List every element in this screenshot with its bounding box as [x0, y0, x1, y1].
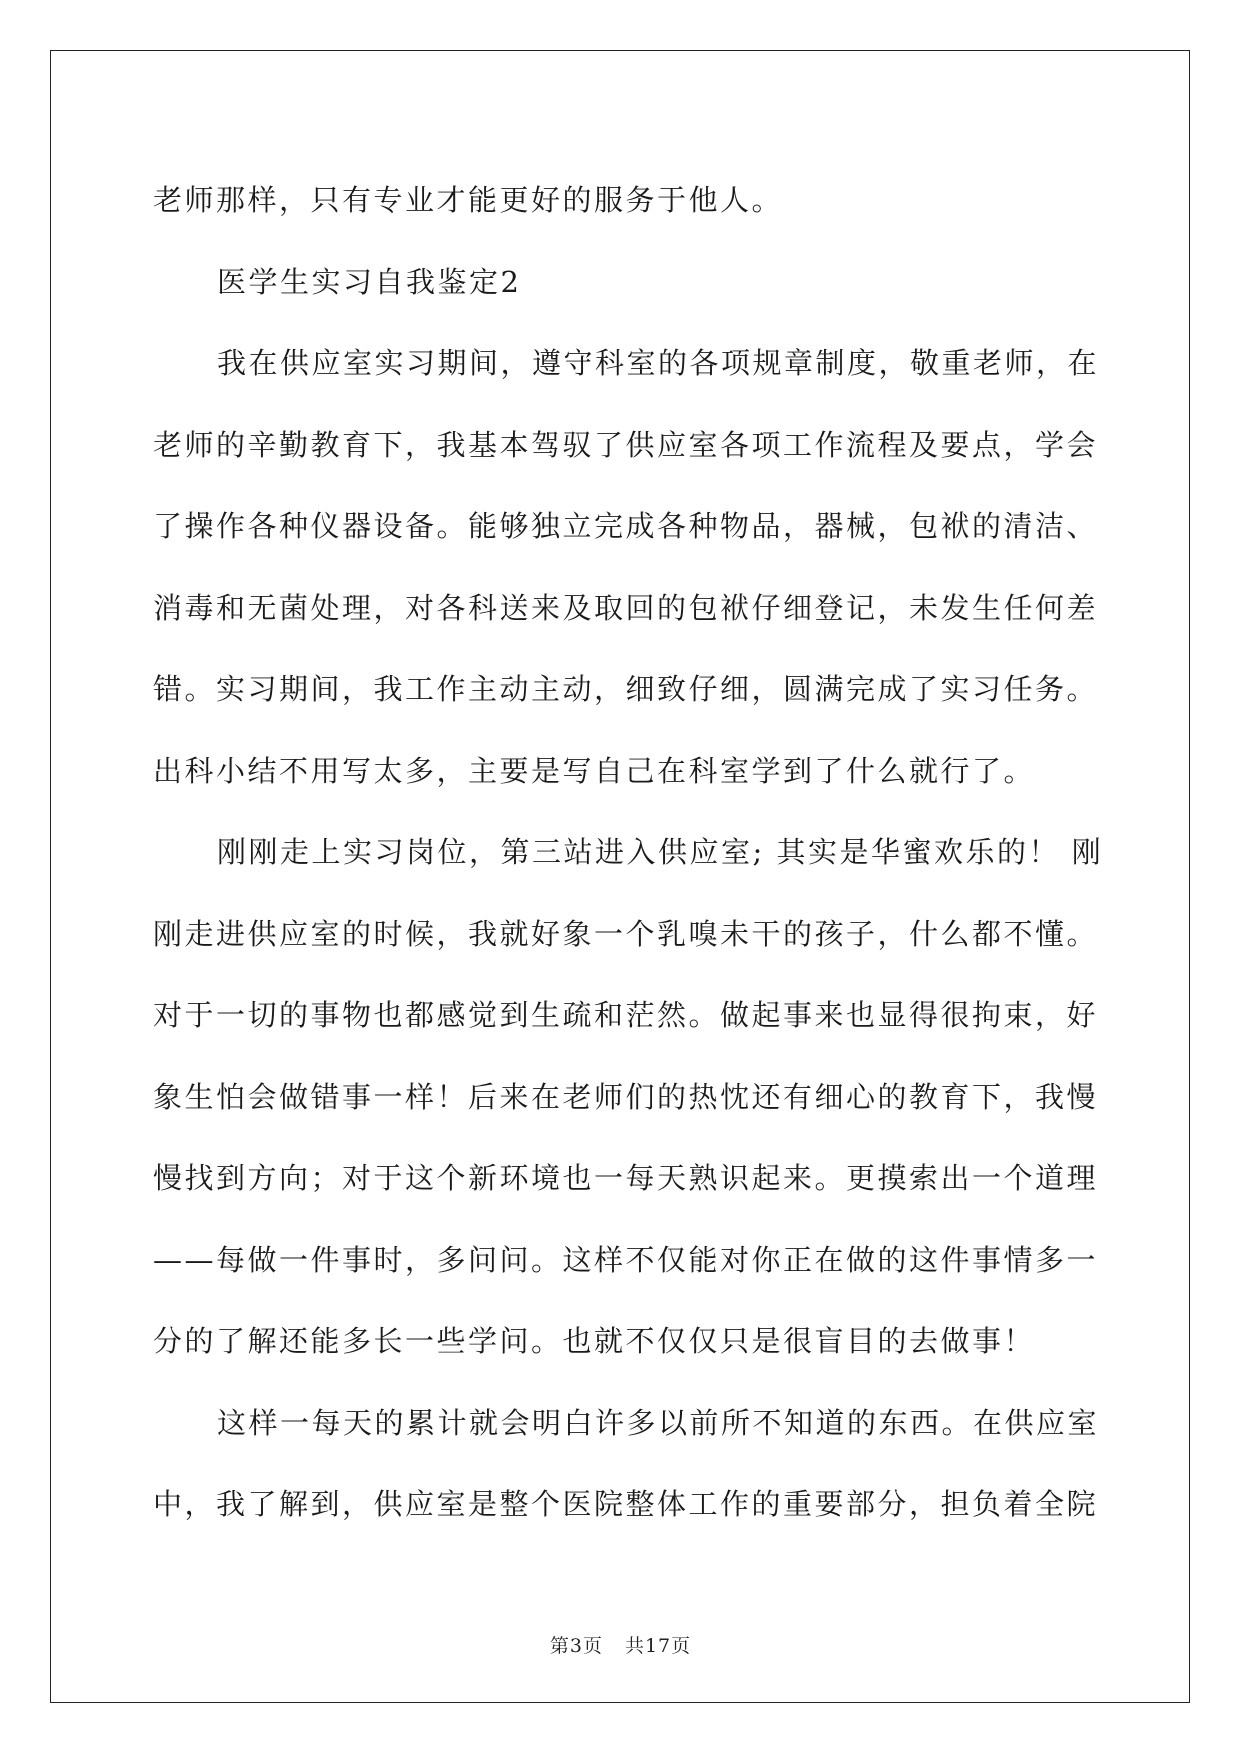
text-line: 对于一切的事物也都感觉到生疏和茫然。做起事来也显得很拘束，好: [153, 998, 1099, 1032]
text-line: 分的了解还能多长一些学问。也就不仅仅只是很盲目的去做事！: [153, 1324, 1036, 1358]
text-line: ——每做一件事时，多问问。这样不仅能对你正在做的这件事情多一: [153, 1242, 1099, 1277]
text-line: 慢找到方向；对于这个新环境也一每天熟识起来。更摸索出一个道理: [153, 1161, 1099, 1195]
section-heading: 医学生实习自我鉴定2: [217, 264, 522, 299]
text-line: 老师那样，只有专业才能更好的服务于他人。: [153, 183, 784, 217]
text-line: 老师的辛勤教育下，我基本驾驭了供应室各项工作流程及要点，学会: [153, 427, 1099, 462]
text-line: 中，我了解到，供应室是整个医院整体工作的重要部分，担负着全院: [153, 1487, 1099, 1521]
text-line: 这样一每天的累计就会明白许多以前所不知道的东西。在供应室: [217, 1405, 1100, 1440]
text-line: 刚走进供应室的时候，我就好象一个乳嗅未干的孩子，什么都不懂。: [153, 916, 1099, 951]
page-number: 第3页: [549, 1635, 603, 1657]
text-line: 了操作各种仪器设备。能够独立完成各种物品，器械，包袱的清洁、: [153, 509, 1099, 543]
page-total: 共17页: [624, 1635, 692, 1657]
text-line: 刚刚走上实习岗位，第三站进入供应室; 其实是华蜜欢乐的！ 刚: [217, 835, 1104, 869]
text-line: 我在供应室实习期间，遵守科室的各项规章制度，敬重老师，在: [217, 346, 1100, 380]
text-line: 象生怕会做错事一样！后来在老师们的热忱还有细心的教育下，我慢: [153, 1079, 1099, 1114]
page-footer: [0, 1631, 1241, 1658]
document-body: [153, 160, 1104, 1546]
text-line: 出科小结不用写太多，主要是写自己在科室学到了什么就行了。: [153, 753, 1036, 788]
text-line: 消毒和无菌处理，对各科送来及取回的包袱仔细登记，未发生任何差: [153, 590, 1099, 625]
text-line: 错。实习期间，我工作主动主动，细致仔细，圆满完成了实习任务。: [153, 672, 1099, 706]
